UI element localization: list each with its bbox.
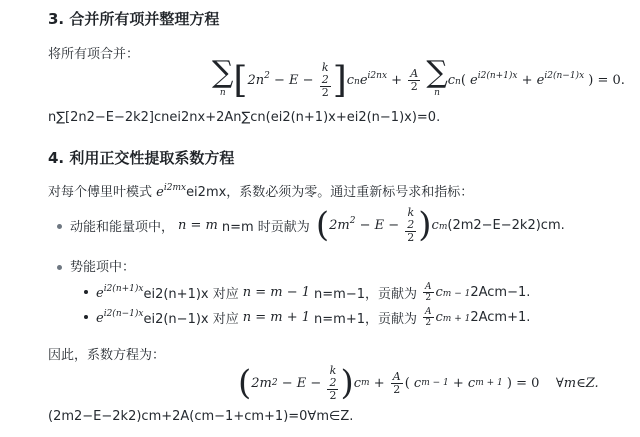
bullet-dot <box>57 265 62 270</box>
sub-bullet-n-minus-1 <box>96 303 530 331</box>
sub1-post: 2Acm−1. <box>470 284 531 300</box>
sub-bullet-dot <box>84 315 88 319</box>
coefficient-equation-text: (2m2−E−2k2)cm+2A(cm−1+cm+1)=0∀m∈Z. <box>48 409 354 424</box>
sub2-mid: n=m+1，贡献为 <box>314 311 418 327</box>
sub1-contribution-math: $\frac{A}{2}$ cm − 1 <box>425 281 471 303</box>
bullet1-mid: n=m 时贡献为 <box>221 219 310 235</box>
sub-bullet-dot <box>84 290 88 294</box>
n-equals-m-minus-1-math: n = m − 1 <box>242 284 311 300</box>
sub1-mid: n=m−1，贡献为 <box>314 286 418 302</box>
exp-n-plus-1-math: $e^{i2(n+1)x}$ <box>96 283 144 301</box>
intro-post: ei2mx，系数必须为零。通过重新标号求和指标： <box>186 185 474 200</box>
exp-n-minus-1-math: $e^{i2(n-1)x}$ <box>96 308 144 326</box>
therefore-text: 因此，系数方程为： <box>48 348 166 363</box>
combined-equation-text: n∑[2n2−E−2k2]cnei2nx+2An∑cn(ei2(n+1)x+ei2(n−1)x)=0. <box>48 110 441 125</box>
sub2-contribution-math: $\frac{A}{2}$ cm + 1 <box>425 306 471 328</box>
sub2-post: 2Acm+1. <box>470 309 531 325</box>
bullet-potential: 势能项中： <box>70 260 136 275</box>
coefficient-equation: ( 2m 2 − E − k 2 2 ) c m + $\frac{A}{2}$ ( c m − 1 + c m + 1 ) = 0 ∀ m ∈ Z. <box>238 363 599 403</box>
section-4-heading: 4. 利用正交性提取系数方程 <box>48 149 235 167</box>
sub-bullet-n-plus-1 <box>96 278 530 306</box>
intro-pre: 对每个傅里叶模式 <box>48 185 157 200</box>
n-equals-m-math: n = m <box>178 217 218 233</box>
section-4-intro <box>48 181 473 200</box>
bullet1-pre: 动能和能量项中， <box>70 219 175 235</box>
bullet-kinetic <box>70 205 565 245</box>
kinetic-contribution-math: ($2m^2 - E$ − k 2 2 )cm <box>315 205 448 245</box>
combined-equation: ∑ $^n$ [$2n^2 - E$ − k 2 2 ]cne$^{i2nx}$ + $\frac{A}{2}$ ∑ $^n$cn( $e^{i2(n+1)x} + e^{i2(n-1)x}$ ) = 0. <box>212 55 625 101</box>
n-equals-m-plus-1-math: n = m + 1 <box>242 309 311 325</box>
section-3-intro: 将所有项合并： <box>48 47 140 62</box>
sub1-fallback: ei2(n+1)x 对应 <box>143 286 239 302</box>
sub2-fallback: ei2(n−1)x 对应 <box>143 311 239 327</box>
bullet1-post: (2m2−E−2k2)cm. <box>447 217 565 233</box>
bullet-dot <box>57 224 62 229</box>
section-3-heading: 3. 合并所有项并整理方程 <box>48 10 220 28</box>
fourier-mode-math: $e^{i2mx}$ <box>156 183 187 200</box>
